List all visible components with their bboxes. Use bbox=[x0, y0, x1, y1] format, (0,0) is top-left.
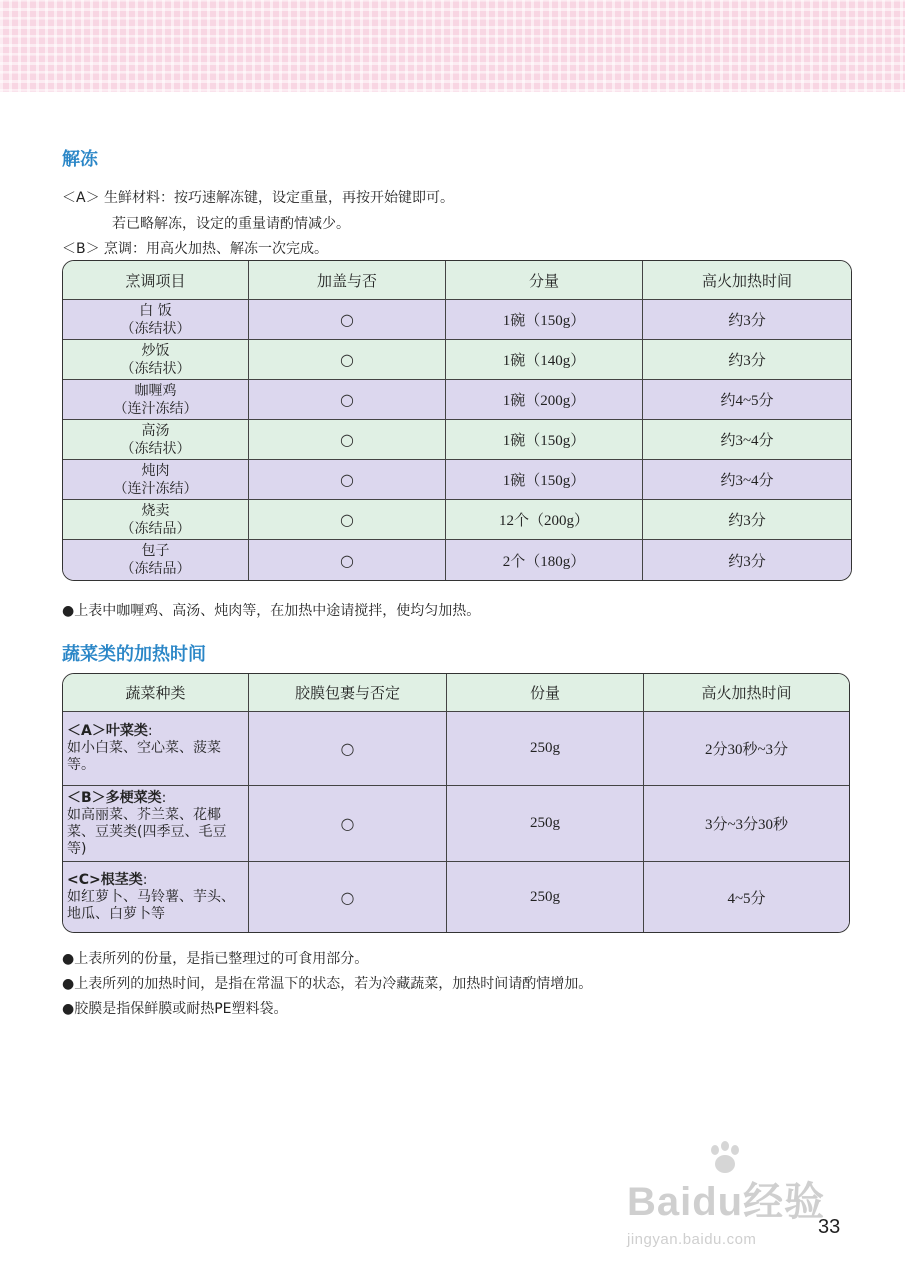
decorative-header-band bbox=[0, 0, 905, 92]
food-name: 高汤 （冻结状） bbox=[63, 420, 249, 460]
thaw-header-time: 高火加热时间 bbox=[643, 261, 851, 300]
time-cell: 约4~5分 bbox=[643, 380, 851, 420]
watermark-brand: Baidu经验 bbox=[627, 1180, 826, 1224]
watermark-url: jingyan.baidu.com bbox=[627, 1231, 757, 1248]
food-name: 炖肉 （连汁冻结） bbox=[63, 460, 249, 500]
thaw-line-a: ＜A＞ 生鲜材料：按巧速解冻键，设定重量，再按开始键即可。 bbox=[62, 190, 455, 206]
thaw-header-amount: 分量 bbox=[446, 261, 643, 300]
wrap-mark: ○ bbox=[249, 712, 447, 786]
cover-mark: ○ bbox=[249, 500, 446, 540]
thaw-line-a2: 若已略解冻，设定的重量请酌情减少。 bbox=[112, 216, 350, 232]
amount-cell: 250g bbox=[447, 712, 644, 786]
vegetable-type: <C>根茎类: 如红萝卜、马铃薯、芋头、地瓜、白萝卜等 bbox=[63, 862, 249, 932]
food-name: 包子 （冻结品） bbox=[63, 540, 249, 580]
table-row bbox=[63, 786, 849, 862]
baidu-watermark bbox=[627, 1148, 847, 1248]
amount-cell: 1碗（150g） bbox=[446, 300, 643, 340]
time-cell: 4~5分 bbox=[727, 890, 766, 907]
cover-mark: ○ bbox=[249, 420, 446, 460]
time-cell: 约3分 bbox=[643, 500, 851, 540]
thaw-line-b: ＜B＞ 烹调：用高火加热、解冻一次完成。 bbox=[62, 241, 329, 257]
amount-cell: 250g bbox=[447, 786, 644, 862]
time-cell: 约3~4分 bbox=[643, 460, 851, 500]
table-row bbox=[63, 862, 849, 932]
amount-cell: 250g bbox=[447, 862, 644, 932]
amount-cell: 1碗（150g） bbox=[446, 420, 643, 460]
table-row bbox=[63, 380, 851, 420]
cover-mark: ○ bbox=[249, 300, 446, 340]
time-cell: 约3分 bbox=[643, 300, 851, 340]
time-cell: 约3分 bbox=[728, 553, 766, 570]
veg-note-2: ●上表所列的加热时间，是指在常温下的状态，若为冷藏蔬菜，加热时间请酌情增加。 bbox=[62, 976, 593, 992]
cover-mark: ○ bbox=[249, 380, 446, 420]
veg-header-time: 高火加热时间 bbox=[644, 674, 849, 712]
section-title-thaw: 解冻 bbox=[62, 149, 98, 170]
amount-cell: 2个（180g） bbox=[446, 540, 643, 580]
amount-cell: 1碗（140g） bbox=[446, 340, 643, 380]
paw-icon bbox=[705, 1140, 745, 1180]
veg-header-type: 蔬菜种类 bbox=[63, 674, 249, 712]
food-name: 咖喱鸡 （连汁冻结） bbox=[63, 380, 249, 420]
cover-mark: ○ bbox=[249, 540, 446, 580]
veg-note-1: ●上表所列的份量，是指已整理过的可食用部分。 bbox=[62, 951, 369, 967]
table-row bbox=[63, 540, 851, 580]
wrap-mark: ○ bbox=[249, 786, 447, 862]
table-row bbox=[63, 712, 849, 786]
time-cell: 约3分 bbox=[643, 340, 851, 380]
amount-cell: 12个（200g） bbox=[446, 500, 643, 540]
time-cell: 3分~3分30秒 bbox=[644, 786, 849, 862]
table-row bbox=[63, 420, 851, 460]
table-row bbox=[63, 340, 851, 380]
cover-mark: ○ bbox=[249, 340, 446, 380]
thaw-header-cover: 加盖与否 bbox=[249, 261, 446, 300]
amount-cell: 1碗（200g） bbox=[446, 380, 643, 420]
food-name: 白 饭 （冻结状） bbox=[63, 300, 249, 340]
vegetable-table-header bbox=[63, 674, 849, 712]
veg-header-wrap: 胶膜包裹与否定 bbox=[249, 674, 447, 712]
table-row bbox=[63, 460, 851, 500]
veg-header-amount: 份量 bbox=[447, 674, 644, 712]
amount-cell: 1碗（150g） bbox=[446, 460, 643, 500]
thaw-note: ●上表中咖喱鸡、高汤、炖肉等，在加热中途请搅拌，使均匀加热。 bbox=[62, 603, 481, 619]
wrap-mark: ○ bbox=[249, 862, 447, 932]
vegetable-table bbox=[62, 673, 850, 933]
veg-note-3: ●胶膜是指保鲜膜或耐热PE塑料袋。 bbox=[62, 1001, 288, 1017]
thaw-table bbox=[62, 260, 852, 581]
time-cell: 约3~4分 bbox=[643, 420, 851, 460]
cover-mark: ○ bbox=[249, 460, 446, 500]
page-number: 33 bbox=[818, 1216, 841, 1238]
thaw-table-header bbox=[63, 261, 851, 300]
vegetable-type: ＜A＞叶菜类: 如小白菜、空心菜、菠菜等。 bbox=[63, 712, 249, 786]
vegetable-type: ＜B＞多梗菜类: 如高丽菜、芥兰菜、花椰菜、豆荚类(四季豆、毛豆等) bbox=[63, 786, 249, 862]
food-name: 炒饭 （冻结状） bbox=[63, 340, 249, 380]
table-row bbox=[63, 500, 851, 540]
time-cell: 2分30秒~3分 bbox=[644, 712, 849, 786]
thaw-header-item: 烹调项目 bbox=[63, 261, 249, 300]
section-title-vegetables: 蔬菜类的加热时间 bbox=[62, 644, 206, 665]
table-row bbox=[63, 300, 851, 340]
food-name: 烧卖 （冻结品） bbox=[63, 500, 249, 540]
